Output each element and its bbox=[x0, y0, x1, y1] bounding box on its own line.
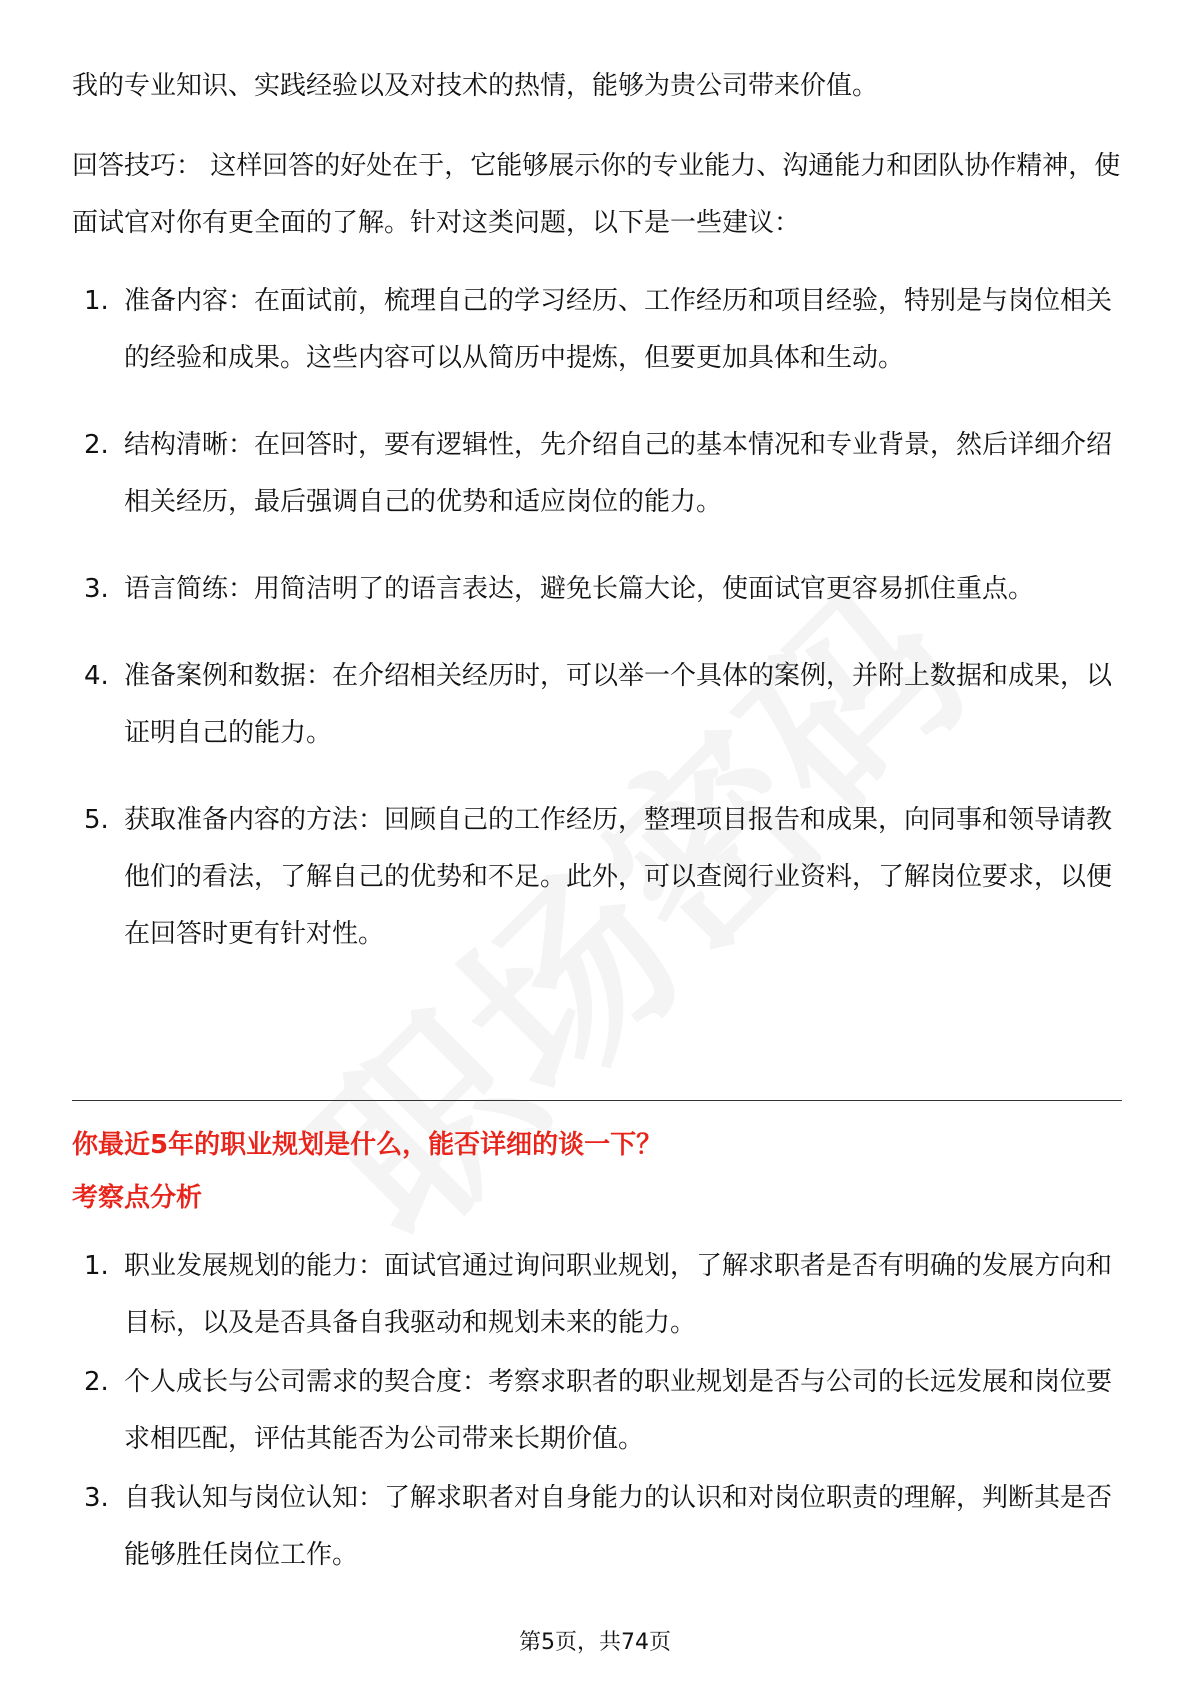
list-item-number: 2. bbox=[84, 1367, 109, 1397]
analysis-list bbox=[72, 1238, 1122, 1586]
question-title: 你最近5年的职业规划是什么，能否详细的谈一下？ bbox=[72, 1130, 663, 1160]
list-item bbox=[72, 1354, 1122, 1468]
list-item bbox=[72, 273, 1122, 387]
tips-paragraph: 回答技巧： 这样回答的好处在于，它能够展示你的专业能力、沟通能力和团队协作精神，使面试官对你有更全面的了解。针对这类问题，以下是一些建议： bbox=[72, 151, 1121, 238]
list-item bbox=[72, 417, 1122, 531]
list-item-text: 自我认知与岗位认知：了解求职者对自身能力的认识和对岗位职责的理解，判断其是否能够胜任岗位工作。 bbox=[124, 1483, 1113, 1570]
list-item-number: 1. bbox=[84, 286, 109, 316]
list-item-text: 语言简练：用简洁明了的语言表达，避免长篇大论，使面试官更容易抓住重点。 bbox=[124, 574, 1035, 604]
list-item-text: 职业发展规划的能力：面试官通过询问职业规划，了解求职者是否有明确的发展方向和目标，以及是否具备自我驱动和规划未来的能力。 bbox=[124, 1251, 1113, 1338]
list-item-text: 准备内容：在面试前，梳理自己的学习经历、工作经历和项目经验，特别是与岗位相关的经验和成果。这些内容可以从简历中提炼，但要更加具体和生动。 bbox=[124, 286, 1113, 373]
list-item-number: 5. bbox=[84, 805, 109, 835]
intro-line: 我的专业知识、实践经验以及对技术的热情，能够为贵公司带来价值。 bbox=[72, 71, 879, 101]
list-item bbox=[72, 1238, 1122, 1352]
tips-list bbox=[72, 273, 1122, 993]
list-item bbox=[72, 561, 1122, 618]
list-item-number: 4. bbox=[84, 661, 109, 691]
list-item-number: 3. bbox=[84, 574, 109, 604]
list-item-number: 2. bbox=[84, 430, 109, 460]
list-item-number: 3. bbox=[84, 1483, 109, 1513]
list-item-text: 准备案例和数据：在介绍相关经历时，可以举一个具体的案例，并附上数据和成果，以证明自己的能力。 bbox=[124, 661, 1113, 748]
page-footer: 第5页，共74页 bbox=[519, 1630, 671, 1655]
analysis-heading: 考察点分析 bbox=[72, 1183, 203, 1213]
list-item-text: 个人成长与公司需求的契合度：考察求职者的职业规划是否与公司的长远发展和岗位要求相匹配，评估其能否为公司带来长期价值。 bbox=[124, 1367, 1113, 1454]
list-item bbox=[72, 792, 1122, 963]
list-item bbox=[72, 1470, 1122, 1584]
section-divider bbox=[72, 1100, 1122, 1101]
list-item-number: 1. bbox=[84, 1251, 109, 1281]
list-item-text: 获取准备内容的方法：回顾自己的工作经历，整理项目报告和成果，向同事和领导请教他们的看法，了解自己的优势和不足。此外，可以查阅行业资料，了解岗位要求，以便在回答时更有针对性。 bbox=[124, 805, 1113, 949]
list-item-text: 结构清晰：在回答时，要有逻辑性，先介绍自己的基本情况和专业背景，然后详细介绍相关经历，最后强调自己的优势和适应岗位的能力。 bbox=[124, 430, 1113, 517]
list-item bbox=[72, 648, 1122, 762]
